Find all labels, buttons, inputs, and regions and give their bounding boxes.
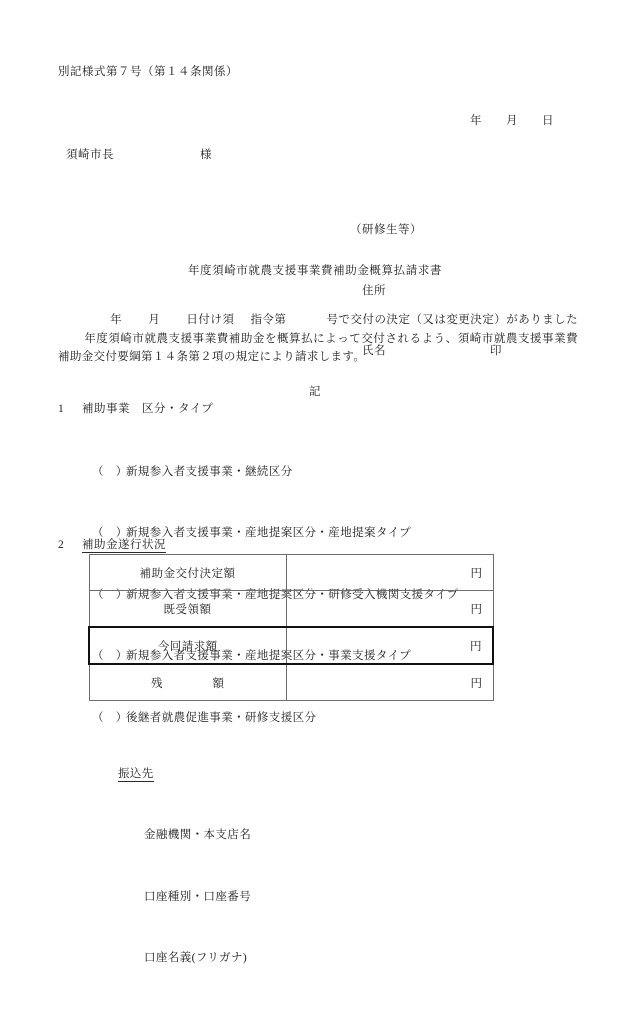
addressee-row bbox=[66, 147, 212, 165]
applicant-address-label: 住所 bbox=[362, 284, 386, 297]
table-row bbox=[89, 591, 493, 628]
row-label-text: 残 額 bbox=[151, 677, 233, 690]
bank-block-heading: 振込先 bbox=[118, 767, 154, 780]
row-label: 補助金交付決定額 bbox=[89, 555, 286, 591]
section-1-heading bbox=[58, 401, 213, 419]
body-decision-text: 号で交付の決定（又は変更決定）がありました bbox=[326, 314, 578, 326]
body-year-label: 年 bbox=[110, 314, 123, 326]
body-month-label: 月 bbox=[148, 314, 161, 326]
applicant-block bbox=[350, 180, 502, 401]
currency-unit: 円 bbox=[470, 640, 482, 653]
checkbox-field[interactable]: （ ） bbox=[92, 650, 128, 663]
subsidy-amounts-table bbox=[88, 554, 494, 701]
document-date-line: 年 月 日 bbox=[470, 115, 554, 127]
section-1-subtitle: 区分・タイプ bbox=[142, 403, 214, 415]
body-order-number-label: 指令第 bbox=[250, 314, 287, 326]
checkbox-field[interactable]: （ ） bbox=[92, 588, 128, 601]
seal-label: 印 bbox=[490, 345, 502, 357]
ki-marker: 記 bbox=[309, 386, 321, 398]
option-label: 後継者就農促進事業・研修支援区分 bbox=[126, 711, 317, 724]
section-1-title: 補助事業 bbox=[82, 403, 130, 415]
section-1-number: 1 bbox=[58, 403, 65, 415]
addressee-honorific: 様 bbox=[200, 149, 212, 161]
bank-account-type-label: 口座種別・口座番号 bbox=[144, 890, 252, 903]
row-label bbox=[89, 664, 286, 701]
applicant-name-label: 氏名 bbox=[362, 345, 386, 357]
page-title: 年度須崎市就農支援事業費補助金概算払請求書 bbox=[187, 265, 443, 277]
section-2-heading bbox=[58, 537, 166, 555]
applicant-category: （研修生等） bbox=[350, 224, 422, 237]
body-paragraph bbox=[58, 311, 578, 367]
body-main-text: 市就農支援事業費補助金を概算払によって交付されるよう、須崎市就農支援事業費補助金交付要綱第１４条第２項の規定により請求します。 bbox=[58, 332, 578, 364]
bank-transfer-block bbox=[118, 723, 251, 1010]
bank-block-heading-row bbox=[118, 764, 251, 784]
option-label: 新規参入者支援事業・継続区分 bbox=[126, 465, 293, 478]
currency-unit: 円 bbox=[470, 567, 483, 580]
table-row-emphasized bbox=[89, 627, 493, 664]
currency-unit: 円 bbox=[470, 603, 483, 616]
row-label: 今回請求額 bbox=[89, 627, 286, 664]
bank-account-holder-label: 口座名義(フリガナ) bbox=[144, 952, 248, 965]
row-amount-cell[interactable] bbox=[286, 591, 493, 628]
currency-unit: 円 bbox=[470, 677, 483, 690]
checkbox-field[interactable]: （ ） bbox=[92, 711, 128, 724]
applicant-address-row bbox=[350, 281, 502, 301]
row-amount-cell[interactable] bbox=[286, 664, 493, 701]
section-2-number: 2 bbox=[58, 539, 65, 551]
option-label: 新規参入者支援事業・産地提案区分・研修受入機関支援タイプ bbox=[126, 588, 459, 601]
body-fiscal-year-text: 年度須崎 bbox=[84, 332, 133, 345]
option-label: 新規参入者支援事業・産地提案区分・産地提案タイプ bbox=[126, 527, 412, 540]
body-dateorder-label: 日付け須 bbox=[186, 314, 235, 326]
addressee-name: 須崎市長 bbox=[66, 149, 114, 161]
bank-institution-label: 金融機関・本支店名 bbox=[144, 829, 252, 842]
option-label: 新規参入者支援事業・産地提案区分・事業支援タイプ bbox=[126, 650, 412, 663]
row-label: 既受領額 bbox=[89, 591, 286, 628]
section-2-title: 補助金遂行状況 bbox=[82, 539, 166, 551]
table-row bbox=[89, 555, 493, 591]
checkbox-field[interactable]: （ ） bbox=[92, 465, 128, 478]
row-amount-cell[interactable] bbox=[286, 627, 493, 664]
form-code-label: 別記様式第７号（第１４条関係） bbox=[58, 66, 238, 78]
row-amount-cell[interactable] bbox=[286, 555, 493, 591]
subsidy-type-option[interactable] bbox=[92, 462, 459, 482]
table-row bbox=[89, 664, 493, 701]
checkbox-field[interactable]: （ ） bbox=[92, 527, 128, 540]
